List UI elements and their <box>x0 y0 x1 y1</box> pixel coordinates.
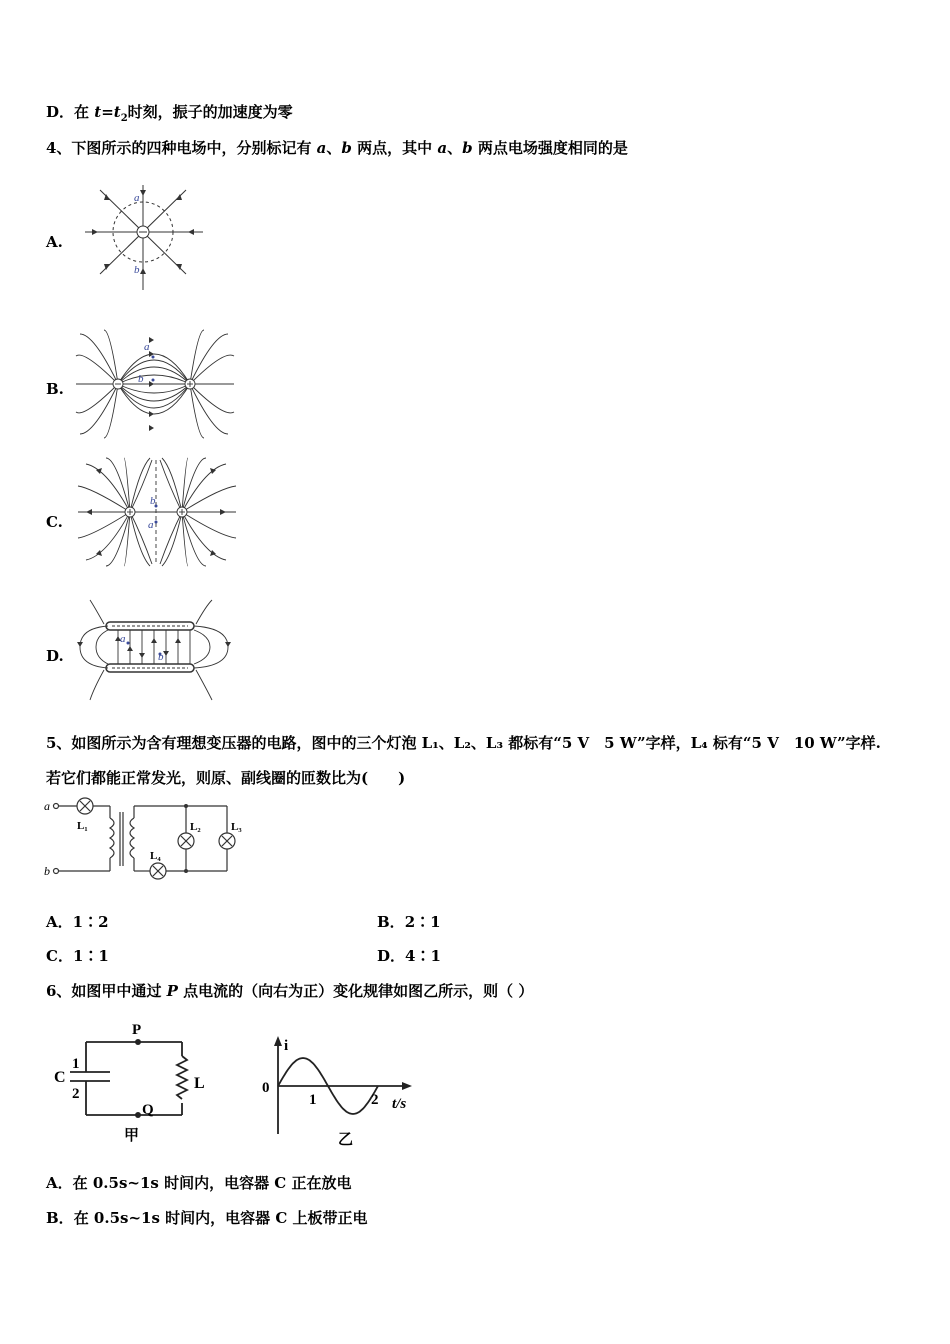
q4-option-d-label: D. <box>46 647 64 665</box>
q5-fig-label-l4: L₄ <box>150 850 161 862</box>
q6-lc-circuit <box>50 1018 220 1148</box>
q5-fig-label-l3: L₃ <box>231 821 242 833</box>
q4-figure-a-point-charge <box>80 180 210 295</box>
q6-graph-caption-yi: 乙 <box>338 1132 354 1148</box>
q5-option-a: A．1∶2 <box>46 913 109 931</box>
fig-b-label-b: b <box>138 373 144 385</box>
q6-stem: 6、如图甲中通过 P 点电流的（向右为正）变化规律如图乙所示，则（ ） <box>46 982 534 1000</box>
fig-a-label-a: a <box>134 192 140 204</box>
q5-transformer-circuit <box>42 798 248 882</box>
q4-figure-b-dipole <box>74 330 239 438</box>
q5-option-b: B．2∶1 <box>377 913 441 931</box>
q6-fig-label-q: Q <box>142 1102 154 1118</box>
fig-d-label-b: b <box>158 651 164 663</box>
q5-fig-label-l1: L₁ <box>77 820 88 832</box>
q6-fig-caption-jia: 甲 <box>124 1128 140 1144</box>
q4-figure-c-like-charges <box>76 458 241 566</box>
q6-graph-label-2: 2 <box>371 1092 379 1108</box>
q5-option-d: D．4∶1 <box>377 947 441 965</box>
q5-stem-line2: 若它们都能正常发光，则原、副线圈的匝数比为( ) <box>46 769 406 787</box>
q4-option-a-label: A. <box>46 233 63 251</box>
q6-fig-label-p: P <box>132 1022 142 1038</box>
q6-graph-label-i: i <box>284 1038 289 1054</box>
q6-option-b: B．在 0.5s~1s 时间内，电容器 C 上板带正电 <box>46 1209 368 1227</box>
q5-fig-label-a: a <box>44 799 50 813</box>
q6-graph-label-1: 1 <box>309 1092 317 1108</box>
q6-fig-label-c: C <box>54 1069 66 1086</box>
fig-b-label-a: a <box>144 341 150 353</box>
q4-figure-d-parallel-plates <box>78 598 238 702</box>
q4-option-c-label: C. <box>46 513 63 531</box>
q5-stem-line1: 5、如图所示为含有理想变压器的电路，图中的三个灯泡 L₁、L₂、L₃ 都标有“5 V 5 W”字样，L₄ 标有“5 V 10 W”字样. <box>46 734 881 752</box>
fig-c-label-a: a <box>148 519 154 531</box>
fig-c-label-b: b <box>150 495 156 507</box>
q5-fig-label-l2: L₂ <box>190 821 201 833</box>
q6-graph-label-0: 0 <box>262 1080 270 1096</box>
q6-fig-label-1: 1 <box>72 1056 80 1072</box>
q6-current-graph <box>258 1036 428 1148</box>
fig-d-label-a: a <box>120 633 126 645</box>
q6-fig-label-l: L <box>194 1075 205 1092</box>
q3-option-d: D．在 $t=t_2$时刻，振子的加速度为零 <box>46 103 293 124</box>
q5-fig-label-b: b <box>44 864 50 878</box>
q6-fig-label-2: 2 <box>72 1086 80 1102</box>
q4-option-b-label: B. <box>46 380 64 398</box>
fig-a-label-b: b <box>134 264 140 276</box>
q5-option-c: C．1∶1 <box>46 947 109 965</box>
q6-graph-label-ts: t/s <box>392 1096 407 1112</box>
q6-option-a: A．在 0.5s~1s 时间内，电容器 C 正在放电 <box>46 1174 352 1192</box>
q4-stem: 4、下图所示的四种电场中，分别标记有 a、b 两点，其中 a、b 两点电场强度相同的是 <box>46 139 628 157</box>
